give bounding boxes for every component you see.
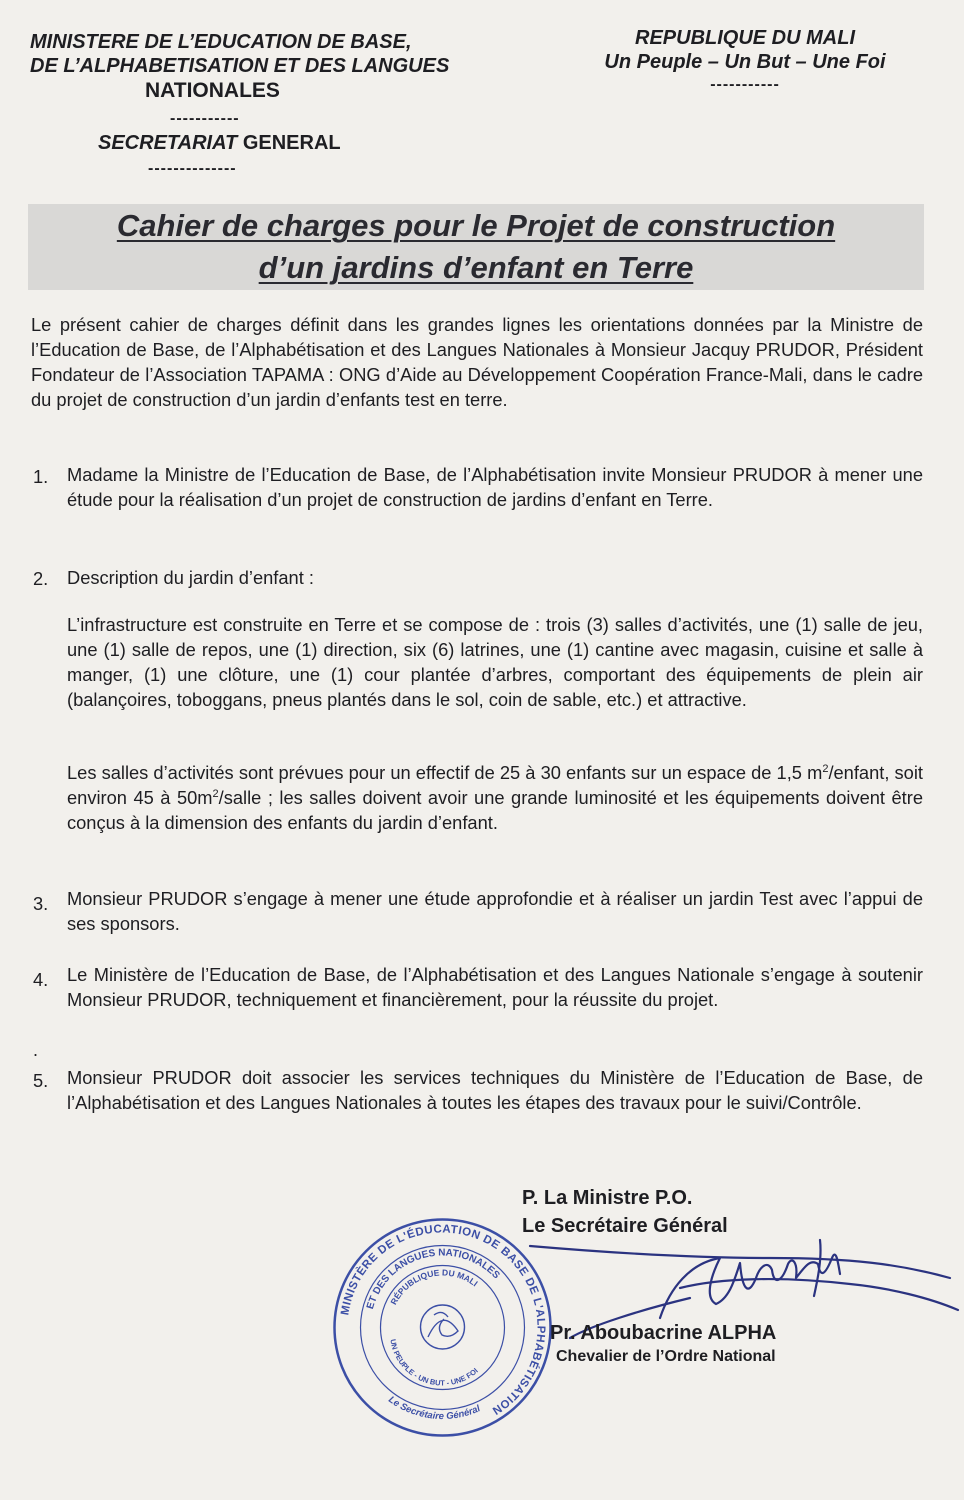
stamp-center-ring [381, 1266, 505, 1390]
item-text-2b-part3: /salle ; les salles doivent avoir une grande luminosité et les équipements doivent être conçus à la dimension des enfants du jardin d’enfant. [67, 787, 923, 833]
item-number-5: 5. [33, 1070, 49, 1091]
ministry-line-2: DE L’ALPHABETISATION ET DES LANGUES [30, 55, 450, 77]
stamp-center-top-text: RÉPUBLIQUE DU MALI [388, 1267, 480, 1307]
separator-2: -------------- [148, 160, 237, 177]
item-text-5: Monsieur PRUDOR doit associer les services techniques du Ministère de l’Education de Base, de l’Alphabétisation et des Langues Nationales à toutes les étapes des travaux pour le suivi/Contrôle. [67, 1067, 923, 1113]
ministry-line-1: MINISTERE DE L’EDUCATION DE BASE, [30, 31, 412, 53]
stamp-bottom-text: Le Secrétaire Général [386, 1394, 482, 1423]
item-text-2b [67, 760, 923, 835]
stamp-outer-text: MINISTÈRE DE L'ÉDUCATION DE BASE DE L'ALPHABÉTISATION [339, 1223, 547, 1417]
item-number-4: 4. [33, 969, 49, 990]
title-line-2: d’un jardins d’enfant en Terre [258, 250, 694, 285]
intro-paragraph: Le présent cahier de charges définit dans les grandes lignes les orientations données par la Ministre de l’Education de Base, de l’Alphabétisation et des Langues Nationales à Monsieur Jacquy PRUDOR, Président Fondateur de l’Association TAPAMA : ONG d’Aide au Développement Coopération France-Mali, dans le cadre du projet de construction d’un jardin d’enfants test en terre. [31, 314, 923, 410]
secretariat-italic: SECRETARIAT [98, 132, 238, 154]
superscript-2: 2 [212, 787, 219, 800]
ministry-line-3: NATIONALES [145, 79, 280, 102]
secretariat-rest: GENERAL [237, 132, 341, 154]
stray-dot: . [33, 1040, 39, 1060]
ministry-header [30, 30, 500, 104]
signature-line-1: P. La Ministre P.O. [522, 1187, 693, 1209]
item-text-2: Description du jardin d’enfant : [67, 567, 314, 588]
superscript-1: 2 [822, 762, 829, 775]
title-line-1: Cahier de charges pour le Projet de construction [116, 208, 836, 243]
item-text-2a: L’infrastructure est construite en Terre et se compose de : trois (3) salles d’activités, une (1) salle de jeu, une (1) salle de repos, une (1) direction, six (6) latrines, une (1) cantine avec magasin, cuisine et salle à manger, (1) une clôture, une (1) cour plantée d’arbres, comportant des équipements de plein air (balançoires, toboggans, pneus plantés dans le sol, coin de sable, etc.) et attractive. [67, 614, 923, 710]
signature-line-2: Le Secrétaire Général [522, 1215, 728, 1237]
secretariat-label [98, 130, 341, 156]
item-number-1: 1. [33, 466, 49, 487]
republic-name: REPUBLIQUE DU MALI [635, 27, 855, 49]
separator-3: ----------- [710, 76, 780, 93]
document-title [28, 205, 924, 289]
item-text-2b-part2: /enfant, soit environ 45 à 50m [67, 762, 923, 808]
republic-motto: Un Peuple – Un But – Une Foi [604, 51, 886, 73]
signer-name: Pr. Aboubacrine ALPHA [550, 1322, 777, 1344]
republic-header [585, 26, 905, 96]
stamp-center-bottom-text: UN PEUPLE - UN BUT - UNE FOI [388, 1338, 480, 1388]
stamp-emblem-icon [421, 1305, 465, 1349]
signer-block [550, 1320, 776, 1368]
stamp-inner-text: ET DES LANGUES NATIONALES [365, 1247, 502, 1311]
item-text-2b-part1: Les salles d’activités sont prévues pour un effectif de 25 à 30 enfants sur un espace de 1,5 m [67, 762, 823, 783]
item-number-3: 3. [33, 893, 49, 914]
item-text-3: Monsieur PRUDOR s’engage à mener une étude approfondie et à réaliser un jardin Test avec l’appui de ses sponsors. [67, 888, 923, 934]
signer-honor: Chevalier de l’Ordre National [556, 1348, 776, 1365]
item-number-2: 2. [33, 568, 49, 589]
item-text-1: Madame la Ministre de l’Education de Base, de l’Alphabétisation invite Monsieur PRUDOR à mener une étude pour la réalisation d’un projet de construction de jardins d’enfant en Terre. [67, 464, 923, 510]
item-text-4: Le Ministère de l’Education de Base, de l’Alphabétisation et des Langues Nationale s’engage à soutenir Monsieur PRUDOR, techniquement et financièrement, pour la réussite du projet. [67, 964, 923, 1010]
separator-1: ----------- [170, 110, 240, 127]
